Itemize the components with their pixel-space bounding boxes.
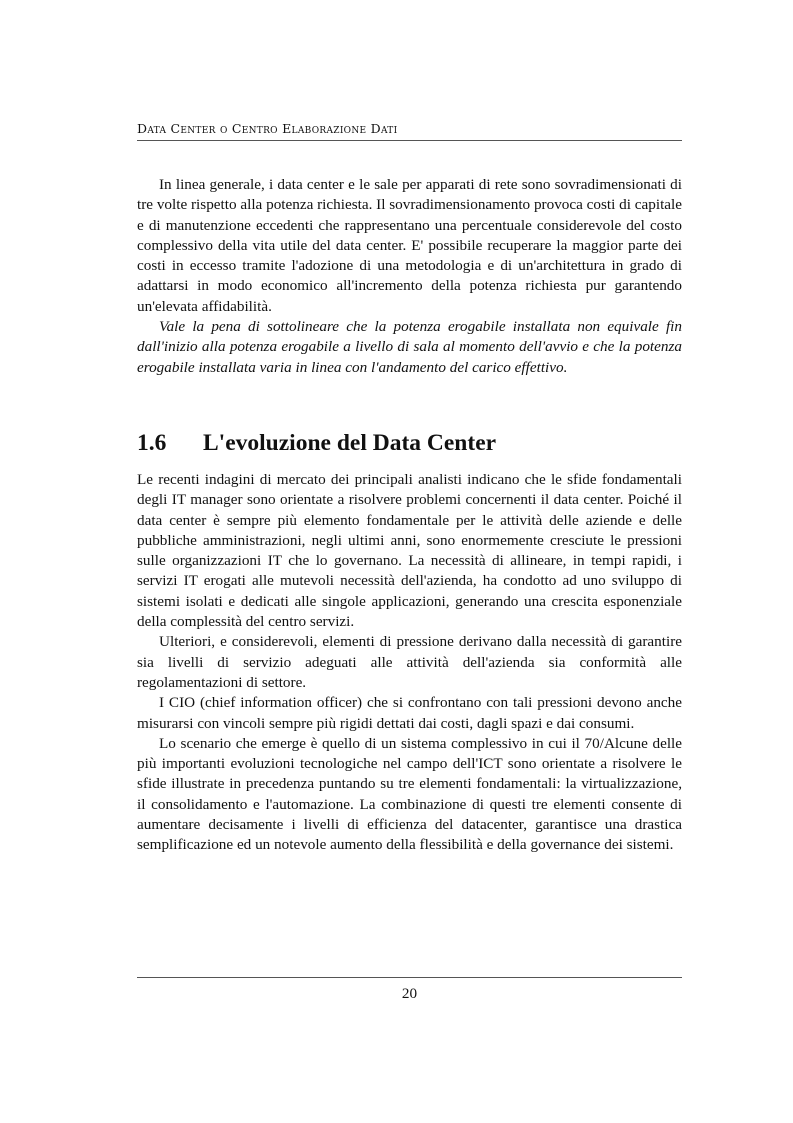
header-divider [137,140,682,141]
body-paragraph: Ulteriori, e considerevoli, elementi di pressione derivano dalla necessità di garantire sia livelli di servizio adeguati alle attività dell'azienda sia conformità alle regolamentazioni di settore. [137,633,682,691]
intro-text-block [137,175,682,378]
section-title: L'evoluzione del Data Center [203,430,497,456]
section-heading [137,430,682,457]
body-paragraph: I CIO (chief information officer) che si confrontano con tali pressioni devono anche misurarsi con vincoli sempre più rigidi dettati dai costi, dagli spazi e dai consumi. [137,694,682,732]
running-header: Data Center o Centro Elaborazione Dati [137,121,398,136]
body-paragraph: Lo scenario che emerge è quello di un sistema complessivo in cui il 70/Alcune delle più importanti evoluzioni tecnologiche nel campo dell'ICT sono orientate a risolvere le sfide illustrate in precedenza puntando su tre elementi fondamentali: la virtualizzazione, il consolidamento e l'automazione. La combinazione di questi tre elementi consente di aumentare decisamente i livelli di efficienza del datacenter, garantisce una drastica semplificazione ed un notevole aumento della flessibilità e della governance dei sistemi. [137,734,682,854]
section-number: 1.6 [137,430,167,456]
page-number: 20 [401,985,418,1002]
section-body [137,470,682,856]
intro-paragraph: In linea generale, i data center e le sale per apparati di rete sono sovradimensionati di tre volte rispetto alla potenza richiesta. Il sovradimensionamento provoca costi di capitale e di manutenzione eccedenti che rappresentano una percentuale considerevole del costo complessivo della vita utile del data center. E' possibile recuperare la maggior parte dei costi in eccesso tramite l'adozione di una metodologia e di un'architettura in grado di adattarsi in modo economico all'incremento della potenza richiesta pur garantendo un'elevata affidabilità. [137,176,682,315]
intro-italic-paragraph: Vale la pena di sottolineare che la potenza erogabile installata non equivale fin dall'inizio alla potenza erogabile a livello di sala al momento dell'avvio e che la potenza erogabile installata varia in linea con l'andamento del carico effettivo. [137,318,682,376]
footer-divider [137,977,682,978]
body-paragraph: Le recenti indagini di mercato dei principali analisti indicano che le sfide fondamentali degli IT manager sono orientate a risolvere problemi concernenti il data center. Poiché il data center è sempre più elemento fondamentale per le attività delle aziende e delle pubbliche amministrazioni, negli ultimi anni, sono enormemente cresciute le pressioni sulle organizzazioni IT che lo governano. La necessità di allineare, in tempi rapidi, i servizi IT erogati alle mutevoli necessità dell'azienda, ha condotto ad uno sviluppo di sistemi isolati e dedicati alle singole applicazioni, generando una crescita esponenziale della complessità del centro servizi. [137,471,682,631]
